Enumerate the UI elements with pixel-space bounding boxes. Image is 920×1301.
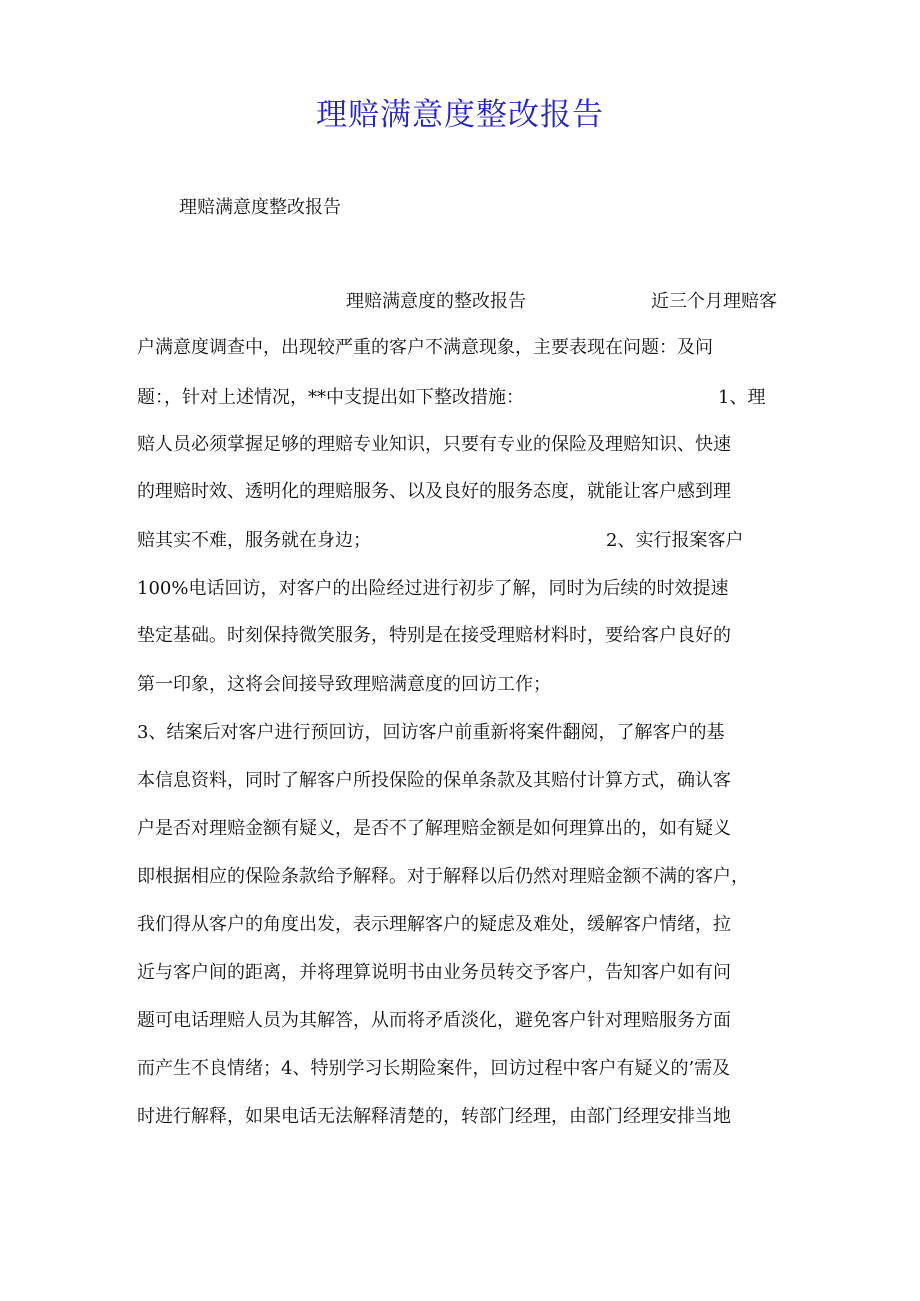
line-segment: 而产生不良情绪；4、特别学习长期险案件，回访过程中客户有疑义的’需及 bbox=[137, 1058, 731, 1079]
line-segment: 的理赔时效、透明化的理赔服务、以及良好的服务态度，就能让客户感到理 bbox=[137, 481, 731, 502]
line-segment: 3、结案后对客户进行预回访，回访客户前重新将案件翻阅，了解客户的基 bbox=[137, 722, 725, 743]
line-segment: 赔其实不难，服务就在身边； bbox=[137, 530, 371, 551]
line-segment: 户满意度调查中，出现较严重的客户不满意现象，主要表现在问题：及问 bbox=[137, 337, 713, 358]
line-segment: 近与客户间的距离，并将理算说明书由业务员转交予客户，告知客户如有问 bbox=[137, 962, 731, 983]
line-segment: 理赔满意度的整改报告 bbox=[346, 291, 526, 312]
line-segment: 户是否对理赔金额有疑义，是否不了解理赔金额是如何理算出的，如有疑义 bbox=[137, 818, 731, 839]
line-segment: 时进行解释，如果电话无法解释清楚的，转部门经理，由部门经理安排当地 bbox=[137, 1106, 731, 1127]
line-segment: 题可电话理赔人员为其解答，从而将矛盾淡化，避免客户针对理赔服务方面 bbox=[137, 1010, 731, 1031]
line-segment: 本信息资料，同时了解客户所投保险的保单条款及其赔付计算方式，确认客 bbox=[137, 770, 731, 791]
line-segment: 我们得从客户的角度出发，表示理解客户的疑虑及难处，缓解客户情绪，拉 bbox=[137, 914, 731, 935]
line-segment: 近三个月理赔客 bbox=[651, 291, 777, 312]
line-segment: 垫定基础。时刻保持微笑服务，特别是在接受理赔材料时，要给客户良好的 bbox=[137, 625, 731, 646]
line-segment: 2、实行报案客户 bbox=[606, 530, 744, 551]
document-subtitle: 理赔满意度整改报告 bbox=[179, 197, 341, 218]
line-segment: 1、理 bbox=[718, 387, 766, 408]
line-segment: 题：，针对上述情况，**中支提出如下整改措施： bbox=[137, 387, 524, 408]
line-segment: 即根据相应的保险条款给予解释。对于解释以后仍然对理赔金额不满的客户， bbox=[137, 866, 749, 887]
document-title: 理赔满意度整改报告 bbox=[316, 97, 604, 133]
line-segment: 100%电话回访，对客户的出险经过进行初步了解，同时为后续的时效提速 bbox=[137, 578, 729, 599]
line-segment: 赔人员必须掌握足够的理赔专业知识，只要有专业的保险及理赔知识、快速 bbox=[137, 434, 731, 455]
line-segment: 第一印象，这将会间接导致理赔满意度的回访工作； bbox=[137, 674, 551, 695]
